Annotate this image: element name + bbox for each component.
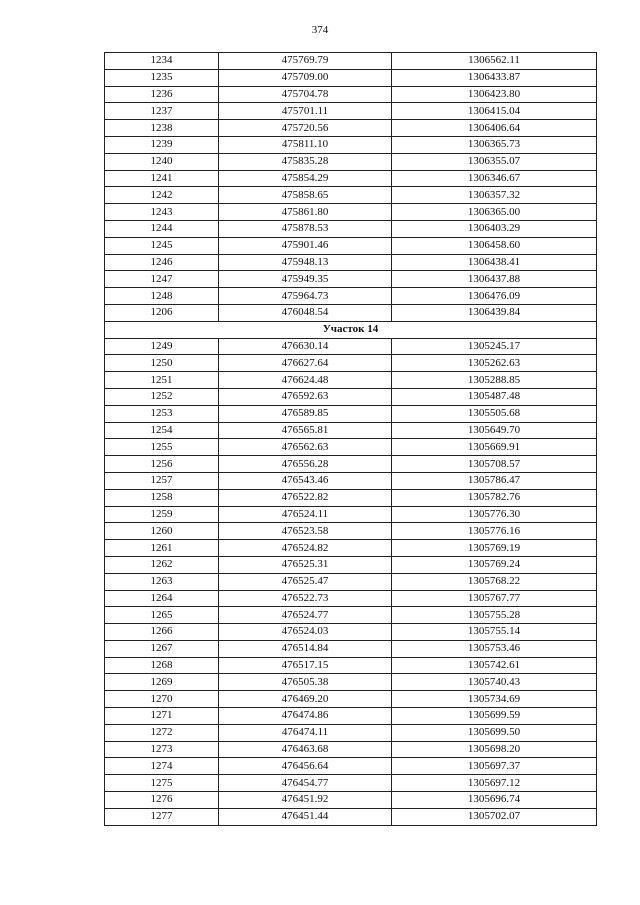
point-number-cell: 1236 [105, 86, 219, 103]
point-number-cell: 1260 [105, 523, 219, 540]
y-coordinate-cell: 1305262.63 [392, 355, 597, 372]
y-coordinate-cell: 1306433.87 [392, 69, 597, 86]
point-number-cell: 1206 [105, 304, 219, 321]
table-row [105, 640, 597, 657]
point-number-cell: 1277 [105, 808, 219, 825]
point-number-cell: 1254 [105, 422, 219, 439]
y-coordinate-cell: 1305782.76 [392, 489, 597, 506]
x-coordinate-cell: 476524.03 [219, 624, 392, 641]
point-number-cell: 1276 [105, 792, 219, 809]
x-coordinate-cell: 475861.80 [219, 204, 392, 221]
x-coordinate-cell: 476522.82 [219, 489, 392, 506]
y-coordinate-cell: 1305767.77 [392, 590, 597, 607]
table-row [105, 288, 597, 305]
point-number-cell: 1259 [105, 506, 219, 523]
table-row [105, 422, 597, 439]
x-coordinate-cell: 475709.00 [219, 69, 392, 86]
table-row [105, 86, 597, 103]
point-number-cell: 1246 [105, 254, 219, 271]
point-number-cell: 1261 [105, 540, 219, 557]
table-row [105, 691, 597, 708]
y-coordinate-cell: 1305769.19 [392, 540, 597, 557]
y-coordinate-cell: 1305786.47 [392, 472, 597, 489]
x-coordinate-cell: 476524.11 [219, 506, 392, 523]
point-number-cell: 1274 [105, 758, 219, 775]
y-coordinate-cell: 1305742.61 [392, 657, 597, 674]
x-coordinate-cell: 476630.14 [219, 338, 392, 355]
y-coordinate-cell: 1305288.85 [392, 372, 597, 389]
point-number-cell: 1253 [105, 405, 219, 422]
x-coordinate-cell: 475878.53 [219, 220, 392, 237]
x-coordinate-cell: 475701.11 [219, 103, 392, 120]
x-coordinate-cell: 476624.48 [219, 372, 392, 389]
point-number-cell: 1271 [105, 708, 219, 725]
x-coordinate-cell: 476469.20 [219, 691, 392, 708]
table-row [105, 456, 597, 473]
point-number-cell: 1250 [105, 355, 219, 372]
point-number-cell: 1272 [105, 724, 219, 741]
table-row [105, 607, 597, 624]
x-coordinate-cell: 476592.63 [219, 388, 392, 405]
point-number-cell: 1235 [105, 69, 219, 86]
y-coordinate-cell: 1305755.14 [392, 624, 597, 641]
table-row [105, 271, 597, 288]
y-coordinate-cell: 1305696.74 [392, 792, 597, 809]
y-coordinate-cell: 1305698.20 [392, 741, 597, 758]
x-coordinate-cell: 476524.82 [219, 540, 392, 557]
y-coordinate-cell: 1305776.16 [392, 523, 597, 540]
y-coordinate-cell: 1305768.22 [392, 573, 597, 590]
table-row [105, 304, 597, 321]
y-coordinate-cell: 1305755.28 [392, 607, 597, 624]
x-coordinate-cell: 476463.68 [219, 741, 392, 758]
table-row [105, 590, 597, 607]
x-coordinate-cell: 476562.63 [219, 439, 392, 456]
table-row [105, 187, 597, 204]
x-coordinate-cell: 476514.84 [219, 640, 392, 657]
point-number-cell: 1267 [105, 640, 219, 657]
y-coordinate-cell: 1306403.29 [392, 220, 597, 237]
y-coordinate-cell: 1305734.69 [392, 691, 597, 708]
coordinates-table-body [105, 53, 597, 826]
y-coordinate-cell: 1305702.07 [392, 808, 597, 825]
x-coordinate-cell: 475769.79 [219, 53, 392, 70]
coordinates-table [104, 52, 597, 826]
point-number-cell: 1242 [105, 187, 219, 204]
point-number-cell: 1265 [105, 607, 219, 624]
y-coordinate-cell: 1306476.09 [392, 288, 597, 305]
table-row [105, 624, 597, 641]
table-row [105, 355, 597, 372]
table-row [105, 489, 597, 506]
table-row [105, 103, 597, 120]
y-coordinate-cell: 1305505.68 [392, 405, 597, 422]
y-coordinate-cell: 1305697.37 [392, 758, 597, 775]
y-coordinate-cell: 1305753.46 [392, 640, 597, 657]
x-coordinate-cell: 475948.13 [219, 254, 392, 271]
y-coordinate-cell: 1306365.73 [392, 136, 597, 153]
point-number-cell: 1268 [105, 657, 219, 674]
x-coordinate-cell: 476522.73 [219, 590, 392, 607]
y-coordinate-cell: 1306437.88 [392, 271, 597, 288]
x-coordinate-cell: 475720.56 [219, 120, 392, 137]
y-coordinate-cell: 1306423.80 [392, 86, 597, 103]
x-coordinate-cell: 476451.92 [219, 792, 392, 809]
x-coordinate-cell: 476456.64 [219, 758, 392, 775]
point-number-cell: 1264 [105, 590, 219, 607]
table-row [105, 237, 597, 254]
point-number-cell: 1262 [105, 556, 219, 573]
x-coordinate-cell: 476525.47 [219, 573, 392, 590]
point-number-cell: 1245 [105, 237, 219, 254]
point-number-cell: 1237 [105, 103, 219, 120]
table-row [105, 136, 597, 153]
y-coordinate-cell: 1306438.41 [392, 254, 597, 271]
point-number-cell: 1258 [105, 489, 219, 506]
table-row [105, 708, 597, 725]
table-row [105, 808, 597, 825]
point-number-cell: 1266 [105, 624, 219, 641]
y-coordinate-cell: 1305699.59 [392, 708, 597, 725]
y-coordinate-cell: 1305487.48 [392, 388, 597, 405]
x-coordinate-cell: 475858.65 [219, 187, 392, 204]
x-coordinate-cell: 476474.11 [219, 724, 392, 741]
point-number-cell: 1247 [105, 271, 219, 288]
x-coordinate-cell: 476565.81 [219, 422, 392, 439]
table-row [105, 69, 597, 86]
y-coordinate-cell: 1306406.64 [392, 120, 597, 137]
y-coordinate-cell: 1305669.91 [392, 439, 597, 456]
y-coordinate-cell: 1306365.00 [392, 204, 597, 221]
table-row [105, 372, 597, 389]
x-coordinate-cell: 475964.73 [219, 288, 392, 305]
table-row [105, 573, 597, 590]
table-row [105, 120, 597, 137]
point-number-cell: 1255 [105, 439, 219, 456]
table-row [105, 556, 597, 573]
point-number-cell: 1263 [105, 573, 219, 590]
point-number-cell: 1234 [105, 53, 219, 70]
point-number-cell: 1275 [105, 775, 219, 792]
y-coordinate-cell: 1305649.70 [392, 422, 597, 439]
point-number-cell: 1273 [105, 741, 219, 758]
y-coordinate-cell: 1306346.67 [392, 170, 597, 187]
point-number-cell: 1238 [105, 120, 219, 137]
page-number: 374 [311, 24, 329, 36]
table-row [105, 724, 597, 741]
y-coordinate-cell: 1306439.84 [392, 304, 597, 321]
x-coordinate-cell: 476543.46 [219, 472, 392, 489]
point-number-cell: 1269 [105, 674, 219, 691]
section-header-row [105, 321, 597, 338]
y-coordinate-cell: 1306458.60 [392, 237, 597, 254]
x-coordinate-cell: 476474.86 [219, 708, 392, 725]
point-number-cell: 1257 [105, 472, 219, 489]
y-coordinate-cell: 1305699.50 [392, 724, 597, 741]
x-coordinate-cell: 475854.29 [219, 170, 392, 187]
table-row [105, 153, 597, 170]
y-coordinate-cell: 1305769.24 [392, 556, 597, 573]
x-coordinate-cell: 476524.77 [219, 607, 392, 624]
y-coordinate-cell: 1306562.11 [392, 53, 597, 70]
table-row [105, 204, 597, 221]
point-number-cell: 1243 [105, 204, 219, 221]
table-row [105, 758, 597, 775]
table-row [105, 775, 597, 792]
x-coordinate-cell: 475835.28 [219, 153, 392, 170]
table-row [105, 254, 597, 271]
x-coordinate-cell: 475901.46 [219, 237, 392, 254]
point-number-cell: 1252 [105, 388, 219, 405]
point-number-cell: 1244 [105, 220, 219, 237]
table-row [105, 540, 597, 557]
x-coordinate-cell: 476048.54 [219, 304, 392, 321]
point-number-cell: 1241 [105, 170, 219, 187]
table-row [105, 405, 597, 422]
x-coordinate-cell: 475949.35 [219, 271, 392, 288]
y-coordinate-cell: 1306415.04 [392, 103, 597, 120]
y-coordinate-cell: 1306355.07 [392, 153, 597, 170]
table-row [105, 792, 597, 809]
x-coordinate-cell: 476517.15 [219, 657, 392, 674]
table-row [105, 170, 597, 187]
point-number-cell: 1256 [105, 456, 219, 473]
x-coordinate-cell: 476525.31 [219, 556, 392, 573]
x-coordinate-cell: 475704.78 [219, 86, 392, 103]
y-coordinate-cell: 1305708.57 [392, 456, 597, 473]
x-coordinate-cell: 476556.28 [219, 456, 392, 473]
x-coordinate-cell: 475811.10 [219, 136, 392, 153]
table-row [105, 506, 597, 523]
y-coordinate-cell: 1306357.32 [392, 187, 597, 204]
table-row [105, 741, 597, 758]
table-row [105, 388, 597, 405]
table-row [105, 657, 597, 674]
point-number-cell: 1239 [105, 136, 219, 153]
y-coordinate-cell: 1305740.43 [392, 674, 597, 691]
point-number-cell: 1251 [105, 372, 219, 389]
y-coordinate-cell: 1305697.12 [392, 775, 597, 792]
point-number-cell: 1240 [105, 153, 219, 170]
x-coordinate-cell: 476451.44 [219, 808, 392, 825]
point-number-cell: 1270 [105, 691, 219, 708]
point-number-cell: 1248 [105, 288, 219, 305]
y-coordinate-cell: 1305245.17 [392, 338, 597, 355]
point-number-cell: 1249 [105, 338, 219, 355]
x-coordinate-cell: 476589.85 [219, 405, 392, 422]
x-coordinate-cell: 476523.58 [219, 523, 392, 540]
table-row [105, 53, 597, 70]
table-row [105, 674, 597, 691]
x-coordinate-cell: 476454.77 [219, 775, 392, 792]
table-row [105, 439, 597, 456]
y-coordinate-cell: 1305776.30 [392, 506, 597, 523]
table-row [105, 220, 597, 237]
x-coordinate-cell: 476627.64 [219, 355, 392, 372]
table-row [105, 472, 597, 489]
table-row [105, 338, 597, 355]
table-row [105, 523, 597, 540]
section-title: Участок 14 [105, 321, 597, 338]
x-coordinate-cell: 476505.38 [219, 674, 392, 691]
